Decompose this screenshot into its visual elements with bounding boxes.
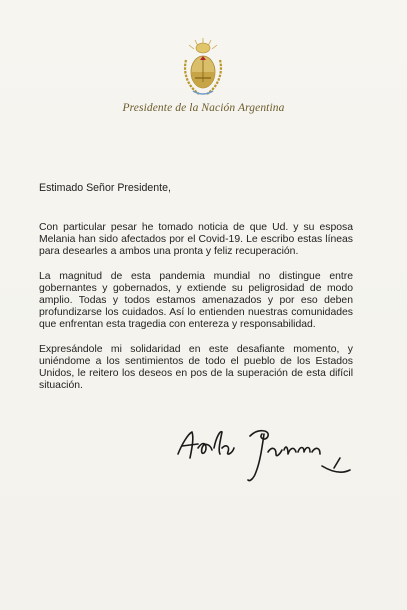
- paragraph-1: Con particular pesar he tomado noticia de que Ud. y su esposa Melania han sido afectados por el Covid-19. Le escribo estas líneas para desearles a ambos una pronta y feliz recuperación.: [39, 222, 353, 258]
- greeting: Estimado Señor Presidente,: [39, 182, 171, 194]
- handwritten-signature: [172, 424, 362, 494]
- paragraph-2: La magnitud de esta pandemia mundial no distingue entre gobernantes y gobernados, y extiende su peligrosidad de modo amplio. Todas y todos estamos amenazados y por eso deben profundizarse los cuidados. Así lo entienden nuestras comunidades que enfrentan esta tragedia con entereza y responsabilidad.: [39, 270, 353, 331]
- letter-body: [39, 222, 353, 404]
- office-title: Presidente de la Nación Argentina: [122, 102, 285, 114]
- paragraph-3: Expresándole mi solidaridad en este desafiante momento, y uniéndome a los sentimientos de todo el pueblo de los Estados Unidos, le reitero los deseos en pos de la superación de esta difícil situación.: [39, 343, 353, 392]
- coat-of-arms-icon: [181, 36, 225, 98]
